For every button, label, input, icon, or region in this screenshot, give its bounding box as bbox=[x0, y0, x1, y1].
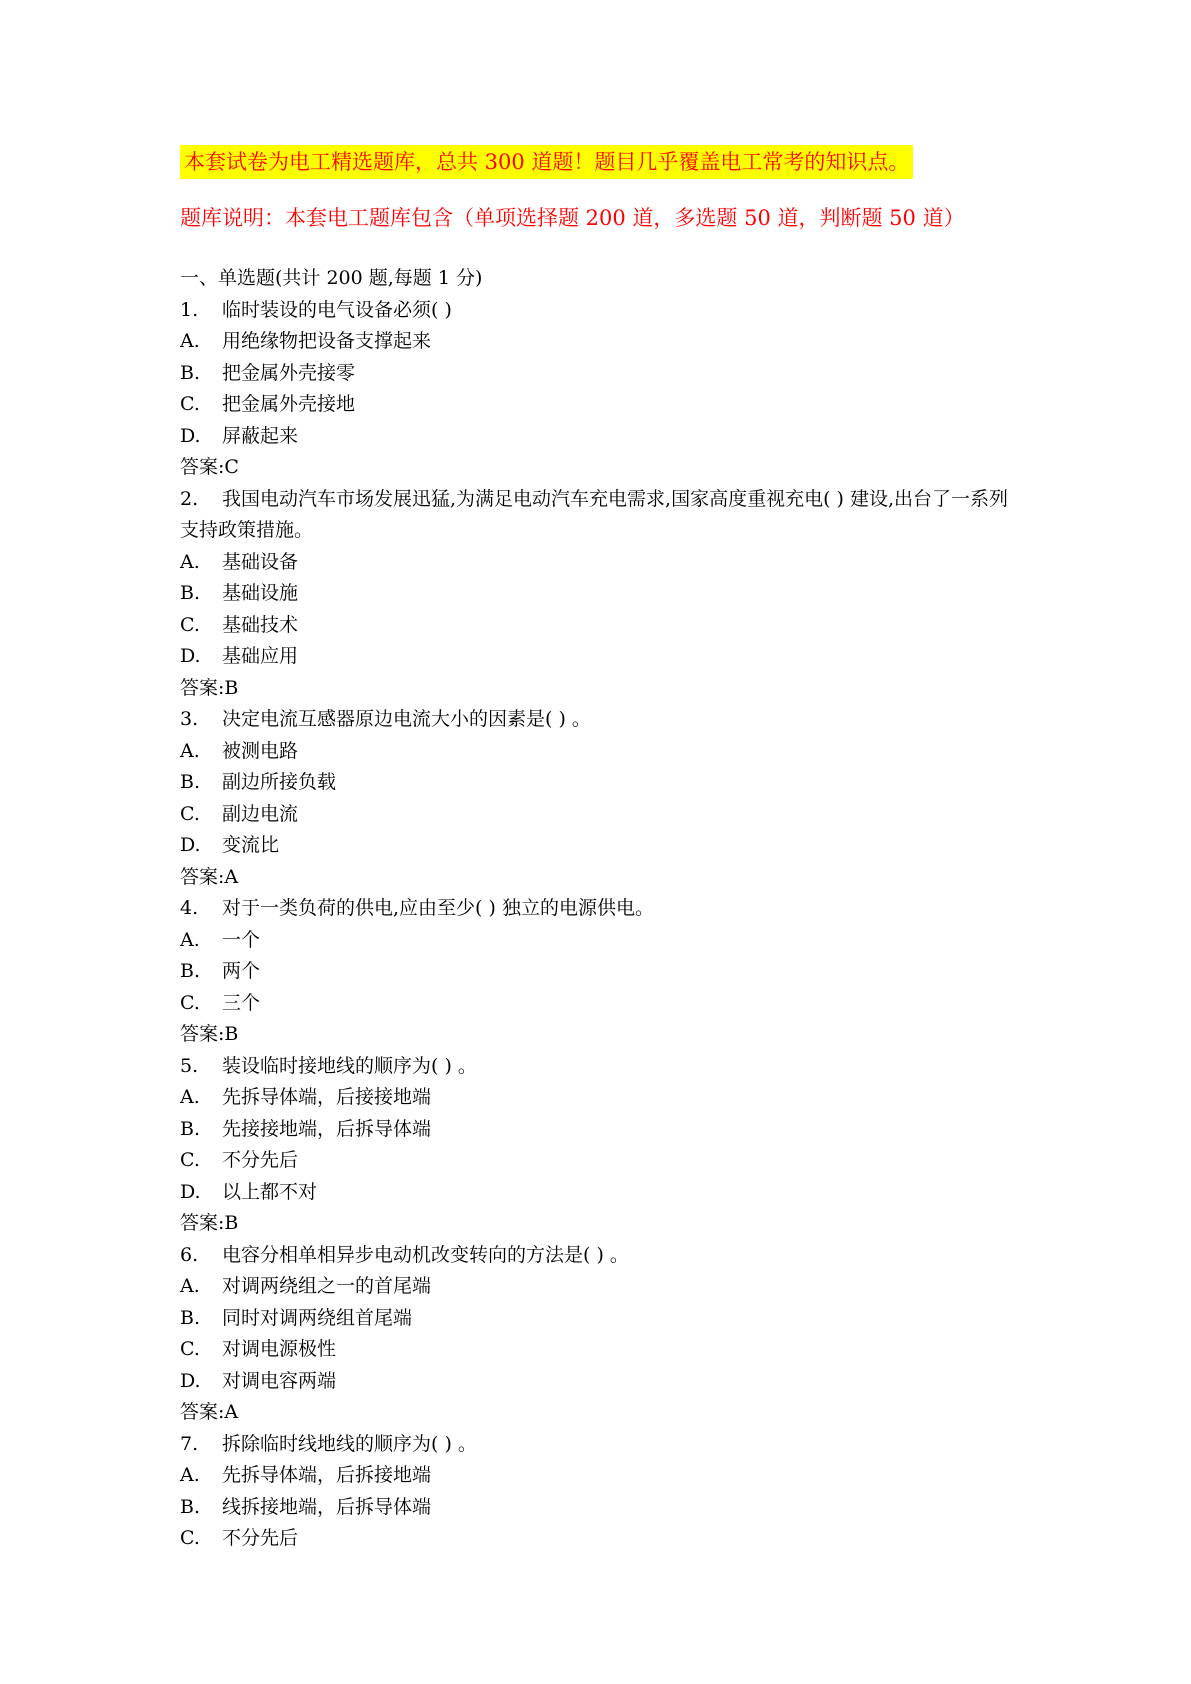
option-row bbox=[180, 1145, 1020, 1177]
question-number: 6. bbox=[180, 1243, 199, 1266]
option-row bbox=[180, 547, 1020, 579]
option-label: C. bbox=[180, 1149, 200, 1171]
answer-line: 答案:B bbox=[180, 676, 239, 699]
option-label: D. bbox=[180, 645, 201, 667]
question-stem bbox=[180, 1429, 1020, 1461]
option-row bbox=[180, 641, 1020, 673]
section-title: 一、单选题(共计 200 题,每题 1 分) bbox=[180, 267, 483, 289]
question-number: 7. bbox=[180, 1432, 199, 1455]
option-label: A. bbox=[180, 739, 200, 762]
option-label: D. bbox=[180, 1369, 201, 1392]
option-row bbox=[180, 988, 1020, 1020]
option-label: B. bbox=[180, 1495, 201, 1518]
option-text: 三个 bbox=[222, 991, 261, 1014]
option-text: 变流比 bbox=[222, 834, 280, 856]
option-text: 基础技术 bbox=[222, 613, 299, 636]
option-text: 两个 bbox=[222, 960, 261, 982]
option-text: 不分先后 bbox=[222, 1149, 299, 1171]
question-stem bbox=[180, 704, 1020, 736]
answer-line: 答案:A bbox=[180, 1401, 239, 1423]
question-text: 决定电流互感器原边电流大小的因素是( ) 。 bbox=[222, 708, 591, 730]
answer-line: 答案:A bbox=[180, 865, 239, 888]
option-label: C. bbox=[180, 991, 200, 1014]
option-row bbox=[180, 1366, 1020, 1398]
option-label: D. bbox=[180, 1180, 201, 1203]
question-number: 1. bbox=[180, 298, 199, 321]
option-row bbox=[180, 421, 1020, 453]
question-text: 拆除临时线地线的顺序为( ) 。 bbox=[222, 1432, 477, 1455]
option-text: 副边所接负载 bbox=[222, 771, 337, 793]
option-label: C. bbox=[180, 1338, 200, 1360]
option-label: B. bbox=[180, 361, 201, 384]
option-row bbox=[180, 1177, 1020, 1209]
option-text: 把金属外壳接零 bbox=[222, 361, 356, 384]
question-number: 5. bbox=[180, 1054, 199, 1077]
question-text: 电容分相单相异步电动机改变转向的方法是( ) 。 bbox=[222, 1243, 629, 1266]
option-text: 一个 bbox=[222, 928, 261, 951]
option-row bbox=[180, 1114, 1020, 1146]
option-text: 先接接地端，后拆导体端 bbox=[222, 1117, 432, 1140]
option-row bbox=[180, 1334, 1020, 1366]
option-row bbox=[180, 358, 1020, 390]
option-row bbox=[180, 578, 1020, 610]
option-row bbox=[180, 1082, 1020, 1114]
option-row bbox=[180, 830, 1020, 862]
bank-description: 题库说明：本套电工题库包含（单项选择题 200 道，多选题 50 道，判断题 50 道） bbox=[180, 206, 965, 230]
option-label: A. bbox=[180, 1275, 200, 1297]
option-text: 同时对调两绕组首尾端 bbox=[222, 1306, 413, 1329]
option-label: B. bbox=[180, 1306, 201, 1329]
option-text: 用绝缘物把设备支撑起来 bbox=[222, 330, 432, 352]
option-label: C. bbox=[180, 393, 200, 415]
answer-line: 答案:B bbox=[180, 1212, 239, 1234]
question-text: 我国电动汽车市场发展迅猛,为满足电动汽车充电需求,国家高度重视充电( ) 建设,出台了一系列支持政策措施。 bbox=[180, 487, 1009, 541]
highlighted-notice: 本套试卷为电工精选题库，总共 300 道题！题目几乎覆盖电工常考的知识点。 bbox=[180, 145, 913, 179]
option-label: A. bbox=[180, 330, 200, 352]
answer-line: 答案:B bbox=[180, 1023, 239, 1045]
option-label: B. bbox=[180, 960, 201, 982]
option-label: C. bbox=[180, 613, 200, 636]
option-text: 基础设备 bbox=[222, 550, 299, 573]
question-stem bbox=[180, 893, 1020, 925]
option-text: 对调两绕组之一的首尾端 bbox=[222, 1275, 432, 1297]
option-label: D. bbox=[180, 834, 201, 856]
option-label: B. bbox=[180, 582, 201, 604]
option-label: A. bbox=[180, 1464, 200, 1486]
question-number: 3. bbox=[180, 708, 199, 730]
option-label: A. bbox=[180, 1086, 200, 1108]
option-row bbox=[180, 799, 1020, 831]
question-number: 2. bbox=[180, 487, 199, 510]
option-label: A. bbox=[180, 550, 200, 573]
option-text: 先拆导体端，后接接地端 bbox=[222, 1086, 432, 1108]
question-number: 4. bbox=[180, 897, 199, 919]
question-stem bbox=[180, 1240, 1020, 1272]
option-label: B. bbox=[180, 771, 201, 793]
option-row bbox=[180, 925, 1020, 957]
option-label: A. bbox=[180, 928, 200, 951]
answer-line: 答案:C bbox=[180, 456, 239, 478]
question-text: 装设临时接地线的顺序为( ) 。 bbox=[222, 1054, 477, 1077]
option-text: 以上都不对 bbox=[222, 1180, 318, 1203]
option-text: 副边电流 bbox=[222, 802, 299, 825]
option-row bbox=[180, 1303, 1020, 1335]
option-row bbox=[180, 1271, 1020, 1303]
option-label: C. bbox=[180, 802, 200, 825]
option-label: B. bbox=[180, 1117, 201, 1140]
question-stem bbox=[180, 1051, 1020, 1083]
option-text: 不分先后 bbox=[222, 1527, 299, 1549]
option-label: C. bbox=[180, 1527, 200, 1549]
question-text: 对于一类负荷的供电,应由至少( ) 独立的电源供电。 bbox=[222, 897, 654, 919]
option-row bbox=[180, 956, 1020, 988]
option-row bbox=[180, 767, 1020, 799]
option-row bbox=[180, 389, 1020, 421]
option-text: 对调电容两端 bbox=[222, 1369, 337, 1392]
option-row bbox=[180, 1460, 1020, 1492]
option-text: 屏蔽起来 bbox=[222, 424, 299, 447]
option-row bbox=[180, 326, 1020, 358]
question-stem bbox=[180, 484, 1020, 547]
question-list bbox=[180, 263, 1020, 1555]
option-text: 把金属外壳接地 bbox=[222, 393, 356, 415]
option-row bbox=[180, 1492, 1020, 1524]
option-label: D. bbox=[180, 424, 201, 447]
option-text: 线拆接地端，后拆导体端 bbox=[222, 1495, 432, 1518]
option-text: 对调电源极性 bbox=[222, 1338, 337, 1360]
option-row bbox=[180, 610, 1020, 642]
option-text: 基础应用 bbox=[222, 645, 299, 667]
option-text: 基础设施 bbox=[222, 582, 299, 604]
question-text: 临时装设的电气设备必须( ) bbox=[222, 298, 452, 321]
option-text: 先拆导体端，后拆接地端 bbox=[222, 1464, 432, 1486]
question-stem bbox=[180, 295, 1020, 327]
option-text: 被测电路 bbox=[222, 739, 299, 762]
option-row bbox=[180, 736, 1020, 768]
option-row bbox=[180, 1523, 1020, 1555]
